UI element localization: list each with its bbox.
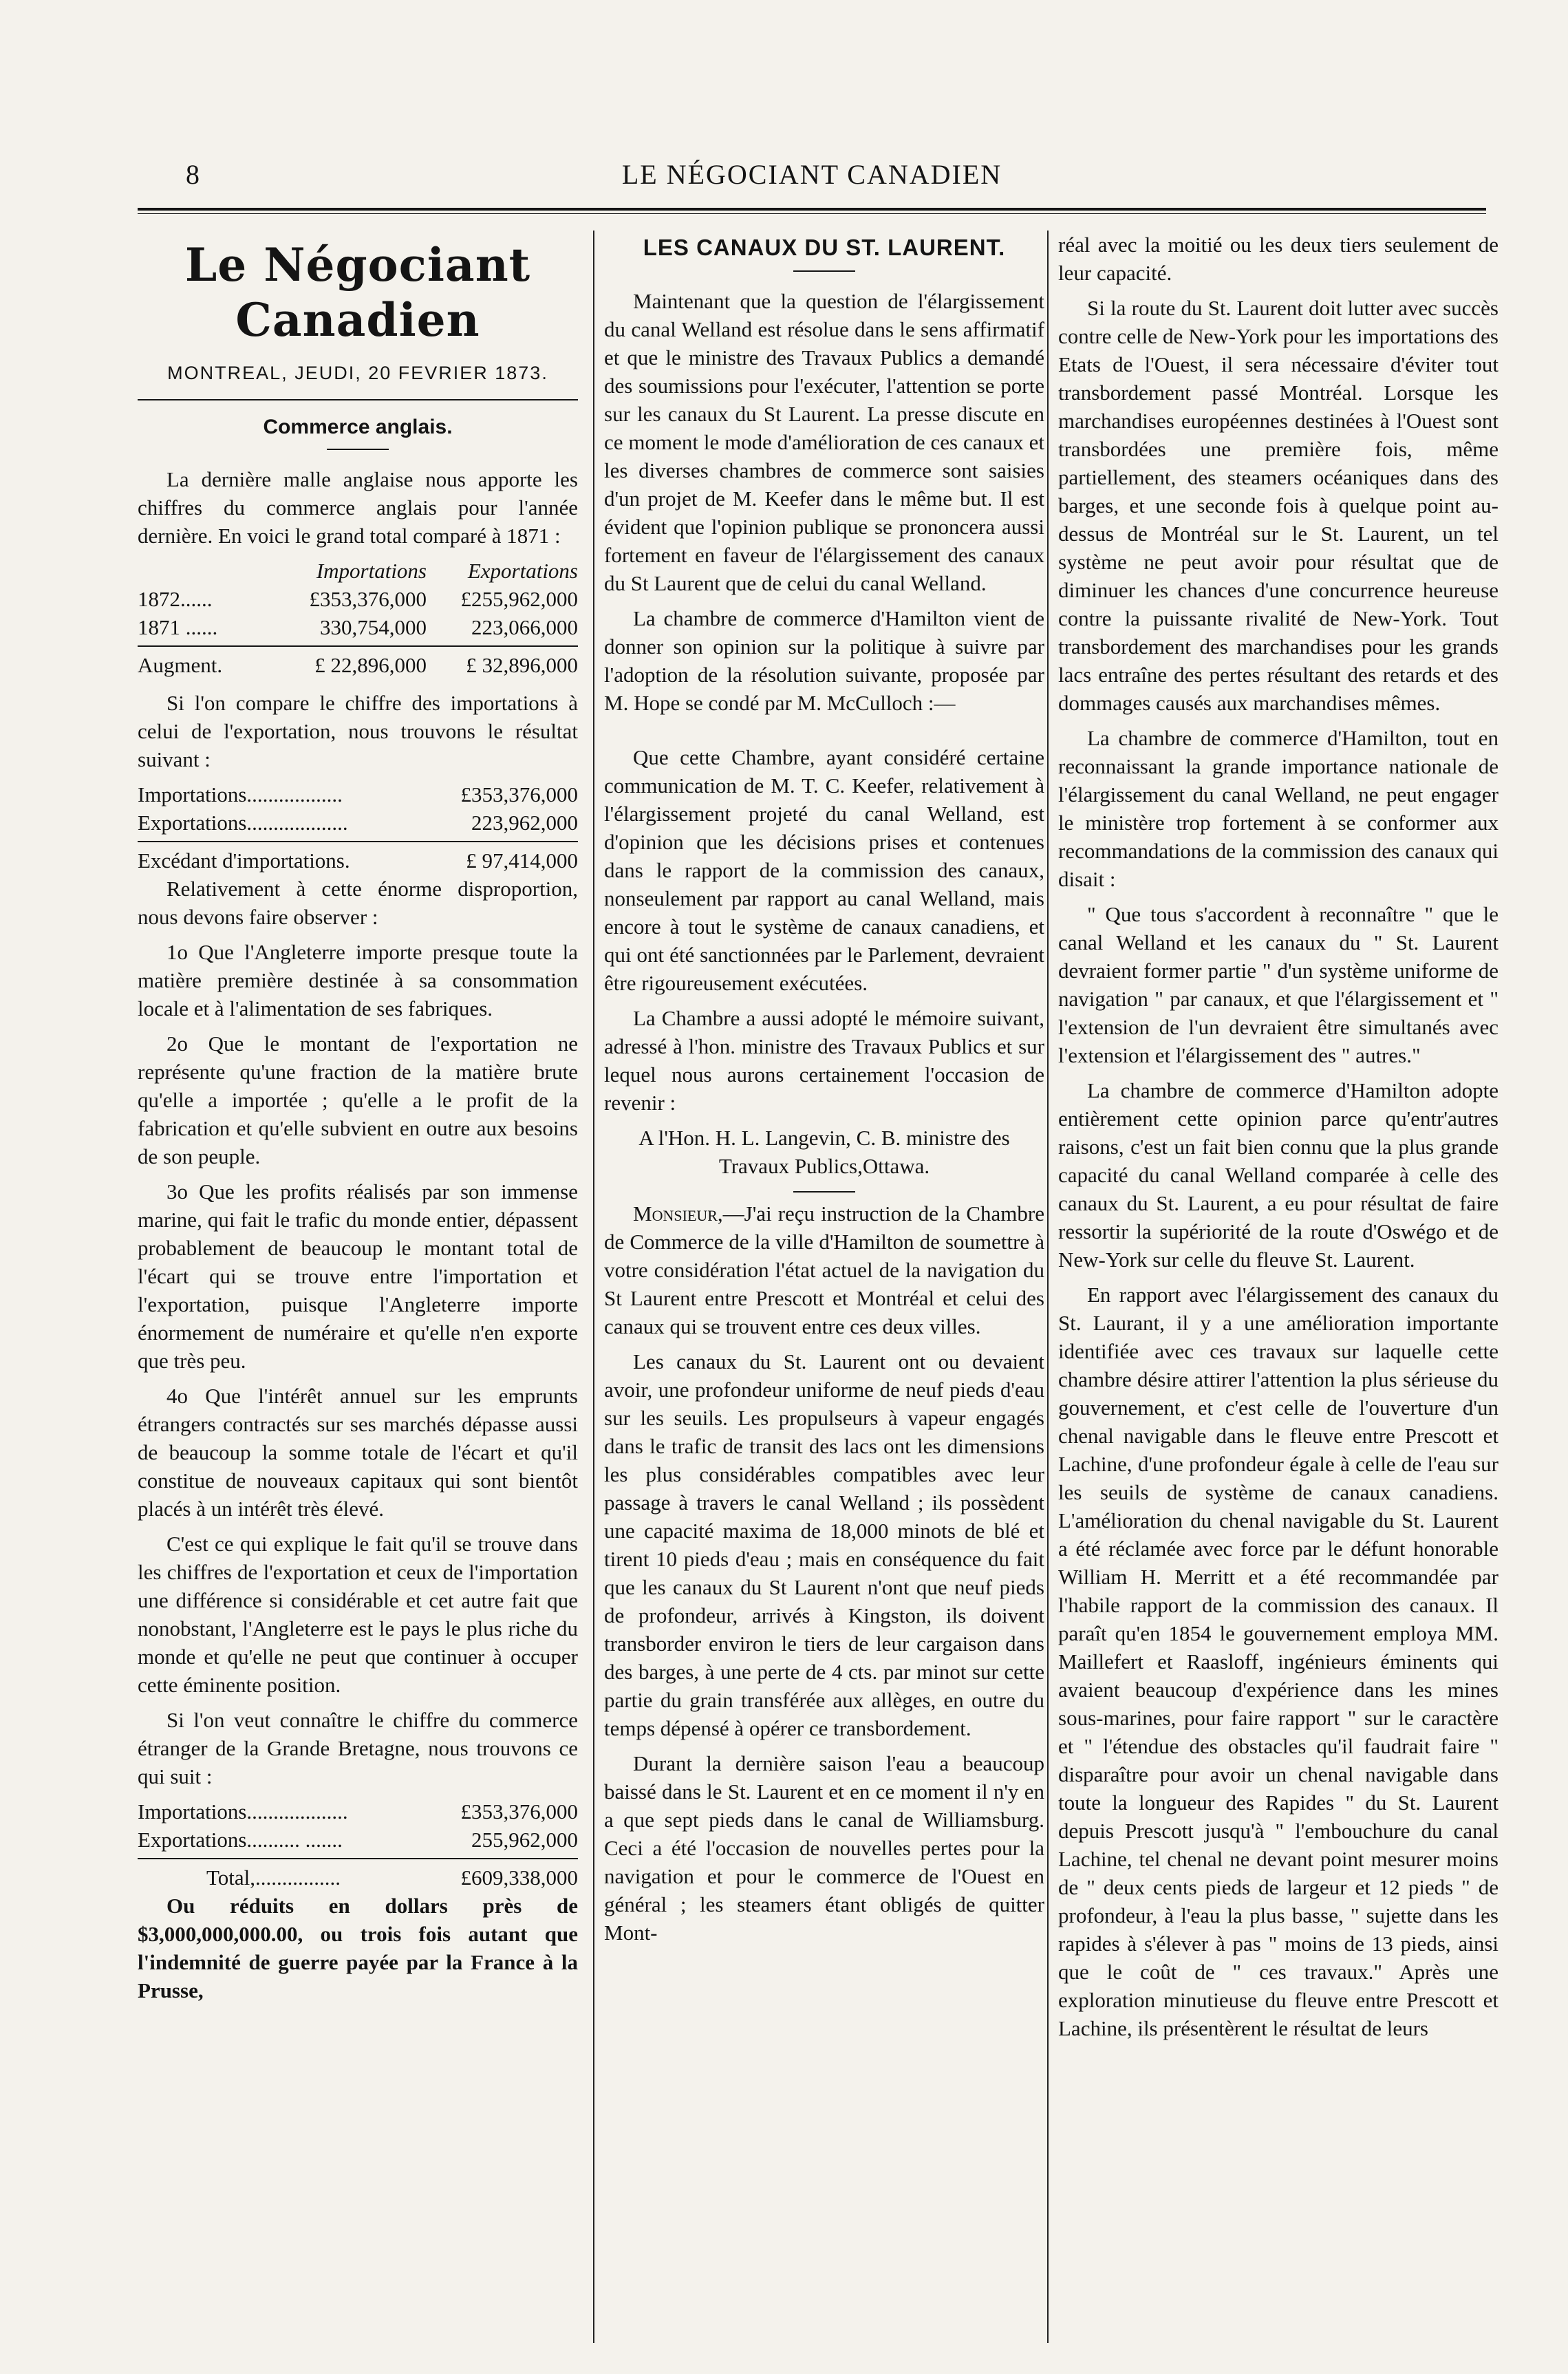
col-header-imports: Importations <box>316 559 427 583</box>
page-number: 8 <box>186 159 200 190</box>
col-header-exports: Exportations <box>467 559 578 583</box>
running-title: LE NÉGOCIANT CANADIEN <box>621 159 1002 190</box>
table-row <box>138 613 578 641</box>
paragraph: La Chambre a aussi adopté le mémoire suivant, adressé à l'hon. ministre des Travaux Publics et sur lequel nous aurons certainement l'occasion de revenir : <box>604 1006 1044 1115</box>
paragraph: Ou réduits en dollars près de $3,000,000,000.00, ou trois fois autant que l'indemnité de guerre payée par la France à la Prusse, <box>138 1894 578 2002</box>
table-total-row <box>138 645 578 679</box>
cell: £ 97,414,000 <box>466 848 578 873</box>
table-header-row <box>138 557 578 585</box>
row-label: Importations................... <box>138 1799 348 1824</box>
paragraph: Les canaux du St. Laurent ont ou devaient avoir, une profondeur uniforme de neuf pieds d'eau sur les seuils. Les propulseurs à vapeur engagés dans le trafic de transit des lacs ont les dimensions les plus considérables compatibles avec leur passage à travers le canal Welland ; ils possèdent une capacité maxima de 18,000 minots de blé et tirent 10 pieds d'eau ; mais en conséquence du fait que les canaux du St Laurent n'ont que neuf pieds de profondeur, arrivés à Kingston, ils doivent transborder environ le tiers de leur cargaison dans des barges, à une perte de 4 cts. par minot sur cette partie du grain transférée aux allèges, en outre du temps dépensé à opérer ce transbordement. <box>604 1349 1044 1740</box>
cell: 223,066,000 <box>471 615 578 639</box>
column-1 <box>138 231 578 2011</box>
short-divider <box>327 449 389 450</box>
row-label: Excédant d'importations. <box>138 848 350 873</box>
table-row <box>138 809 578 837</box>
table-row <box>138 1797 578 1826</box>
cell: £353,376,000 <box>309 587 427 611</box>
short-divider <box>793 270 855 272</box>
cell: 330,754,000 <box>320 615 427 639</box>
paragraph: Si la route du St. Laurent doit lutter avec succès contre celle de New-York pour les importations des Etats de l'Ouest, il sera nécessaire d'éviter tout transbordement passé Montréal. Lorsque les marchandises européennes destinées à l'Ouest sont transbordées une première fois, même partiellement, des steamers océaniques dans des barges, et une seconde fois à quelque point au-dessus de Montréal sur le St. Laurent, un tel système ne peut avoir pour résultat que de diminuer les chances d'une concurrence heureuse contre la puissante rivalité de New-York. Tout transbordement des marchandises pour les grands lacs entraîne des pertes résultant des retards et des dommages causés aux marchandises mêmes. <box>1058 296 1499 715</box>
paragraph: La chambre de commerce d'Hamilton vient de donner son opinion sur la politique à suivre par l'adoption de la résolution suivante, proposée par M. Hope se condé par M. McCulloch :— <box>604 606 1044 715</box>
row-label: Total,................ <box>206 1865 341 1890</box>
column-2 <box>604 231 1044 1954</box>
resolution-text: Que cette Chambre, ayant considéré certaine communication de M. T. C. Keefer, relativement à l'élargissement projeté du canal Welland, est d'opinion que les décisions prises et contenues dans le rapport de la commission des canaux, nonseulement par rapport au canal Welland, mais encore à tout le système de canaux canadiens, et qui ont été sanctionnées par le Parlement, devraient être rigoureusement exécutées. <box>604 745 1044 995</box>
section-title: Commerce anglais. <box>263 416 453 438</box>
cell: £609,338,000 <box>460 1865 578 1890</box>
divider <box>138 399 578 400</box>
cell: 223,962,000 <box>471 811 578 835</box>
row-label: Augment. <box>138 653 223 677</box>
paragraph: La chambre de commerce d'Hamilton, tout en reconnaissant la grande importance nationale de l'élargissement du canal Welland, ne peut engager le ministère trop fortement à se conformer aux recommandations de la commission des canaux qui disait : <box>1058 726 1499 891</box>
table-row <box>138 585 578 613</box>
row-label: 1871 ...... <box>138 615 218 639</box>
cell: £ 32,896,000 <box>466 653 578 677</box>
paragraph: Maintenant que la question de l'élargissement du canal Welland est résolue dans le sens affirmatif et que le ministre des Travaux Publics a demandé des soumissions pour l'exécuter, l'attention se porte sur les canaux du St Laurent. La presse discute en ce moment le mode d'amélioration de ces canaux et les diverses chambres de commerce sont saisies d'un projet de M. Keefer dans le même but. Il est évident que l'opinion publique se prononcera aussi fortement en faveur de l'élargissement des canaux du St Laurent que de celui du canal Welland. <box>604 289 1044 595</box>
quotation: " Que tous s'accordent à reconnaître " que le canal Welland et les canaux du " St. Laurent devraient former partie " d'un système uniforme de navigation " par canaux, et que l'élargissement et " l'extension de l'un devraient être simultanés avec l'extension et l'élargissement des " autres." <box>1058 902 1499 1067</box>
row-label: Exportations.......... ....... <box>138 1828 343 1852</box>
header-rule-thin <box>138 213 1486 214</box>
table-total-row <box>138 1858 578 1892</box>
trade-table-3 <box>138 1797 578 1892</box>
paragraph: Relativement à cette énorme disproportion, nous devons faire observer : <box>138 877 578 929</box>
row-label: Importations.................. <box>138 782 343 806</box>
paragraph: Si l'on compare le chiffre des importations à celui de l'exportation, nous trouvons le résultat suivant : <box>138 691 578 771</box>
paragraph: 1o Que l'Angleterre importe presque toute la matière première destinée à sa consommation locale et à l'alimentation de ses fabriques. <box>138 940 578 1020</box>
table-row <box>138 780 578 809</box>
paragraph: En rapport avec l'élargissement des canaux du St. Laurant, il y a une amélioration importante identifiée avec ces travaux sur laquelle cette chambre désire attirer l'attention la plus sérieuse du gouvernement, et c'est celle de l'ouverture d'un chenal navigable dans le fleuve entre Prescott et Lachine, d'une profondeur égale à celle de l'eau sur les seuils de système de canaux canadiens. L'amélioration du chenal navigable du St. Laurent a été réclamée avec force par le défunt honorable William H. Merritt et a été recommandée par l'habile rapport de la commission des canaux. Il paraît qu'en 1854 le gouvernement employa MM. Maillefert et Raasloff, ingénieurs éminents qui avaient beaucoup d'expérience dans les mines sous-marines, pour faire rapport " sur le caractère et " l'étendue des obstacles qu'il faudrait faire " disparaître pour avoir un chenal navigable dans toute la longueur des Rapides " du St. Laurent depuis Prescott jusqu'à " l'embouchure du canal Lachine, tel chenal ne devant point mesurer moins de " deux cents pieds de largeur et 12 pieds " de profondeur, à l'eau la plus basse, " sujette dans les rapides à s'élever à pas " moins de 13 pieds, ainsi que le coût de " ces travaux." Après une exploration minutieuse du fleuve entre Prescott et Lachine, ils présentèrent le résultat de leurs <box>1058 1283 1499 2040</box>
column-rule <box>593 231 594 2343</box>
dateline: MONTREAL, JEUDI, 20 FEVRIER 1873. <box>167 363 548 383</box>
masthead: Le Négociant Canadien <box>184 238 531 347</box>
address-line: A l'Hon. H. L. Langevin, C. B. ministre des Travaux Publics,Ottawa. <box>638 1126 1010 1178</box>
trade-table-1 <box>138 557 578 679</box>
cell: £ 22,896,000 <box>314 653 427 677</box>
paragraph: Si l'on veut connaître le chiffre du commerce étranger de la Grande Bretagne, nous trouvons ce qui suit : <box>138 1708 578 1788</box>
column-3 <box>1058 231 1499 2049</box>
paragraph: La dernière malle anglaise nous apporte les chiffres du commerce anglais pour l'année dernière. En voici le grand total comparé à 1871 : <box>138 467 578 548</box>
table-total-row <box>138 841 578 875</box>
paragraph: C'est ce qui explique le fait qu'il se trouve dans les chiffres de l'exportation et ceux de l'importation une différence si considérable et cet autre fait que nonobstant, l'Angleterre est le pays le plus riche du monde et qu'elle ne peut que continuer à occuper cette éminente position. <box>138 1532 578 1697</box>
short-divider <box>793 1191 855 1193</box>
paragraph: réal avec la moitié ou les deux tiers seulement de leur capacité. <box>1058 233 1499 285</box>
column-rule <box>1047 231 1049 2343</box>
row-label: Exportations................... <box>138 811 348 835</box>
letter-body: —J'ai reçu instruction de la Chambre de Commerce de la ville d'Hamilton de soumettre à votre considération l'état actuel de la navigation du St Laurent entre Prescott et Montréal et celui des canaux qui se trouvent entre ces deux villes. <box>604 1201 1044 1338</box>
cell: £353,376,000 <box>460 782 578 806</box>
row-label: 1872...... <box>138 587 213 611</box>
header-rule <box>138 208 1486 211</box>
paragraph: 4o Que l'intérêt annuel sur les emprunts étrangers contractés sur ses marchés dépasse aussi de beaucoup la somme totale de l'écart et qu'il constitue de nouveaux capitaux qui sont bientôt placés à un intérêt très élevé. <box>138 1384 578 1521</box>
paragraph: La chambre de commerce d'Hamilton adopte entièrement cette opinion parce qu'entr'autres raisons, c'est un fait bien connu que la plus grande capacité du canal Welland comparée à celle des canaux du St. Laurent, a eu pour résultat de faire ressortir la supériorité de la route d'Oswégo et de New-York sur celle du fleuve St. Laurent. <box>1058 1078 1499 1272</box>
paragraph: Durant la dernière saison l'eau a beaucoup baissé dans le St. Laurent et en ce moment il n'y en a que sept pieds dans le canal de Williamsburg. Ceci a été l'occasion de nouvelles pertes pour la navigation et pour le commerce de l'Ouest en général ; les steamers étant obligés de quitter Mont- <box>604 1751 1044 1945</box>
trade-table-2 <box>138 780 578 875</box>
salutation: Monsieur, <box>633 1201 723 1226</box>
paragraph: 2o Que le montant de l'exportation ne représente qu'une fraction de la matière brute qu'elle a importée ; qu'elle a le profit de la fabrication et qu'elle subvient en outre aux besoins de son peuple. <box>138 1031 578 1168</box>
letter-paragraph <box>604 1199 1044 1340</box>
cell: £255,962,000 <box>460 587 578 611</box>
section-title: LES CANAUX DU ST. LAURENT. <box>643 235 1006 260</box>
cell: £353,376,000 <box>460 1799 578 1824</box>
cell: 255,962,000 <box>471 1828 578 1852</box>
table-row <box>138 1826 578 1854</box>
paragraph: 3o Que les profits réalisés par son immense marine, qui fait le trafic du monde entier, dépassent probablement de beaucoup le montant total de l'écart qui se trouve entre l'importation et l'exportation, puisque l'Angleterre importe énormement de numéraire et qu'elle n'en exporte que très peu. <box>138 1179 578 1373</box>
page-header <box>138 158 1486 200</box>
